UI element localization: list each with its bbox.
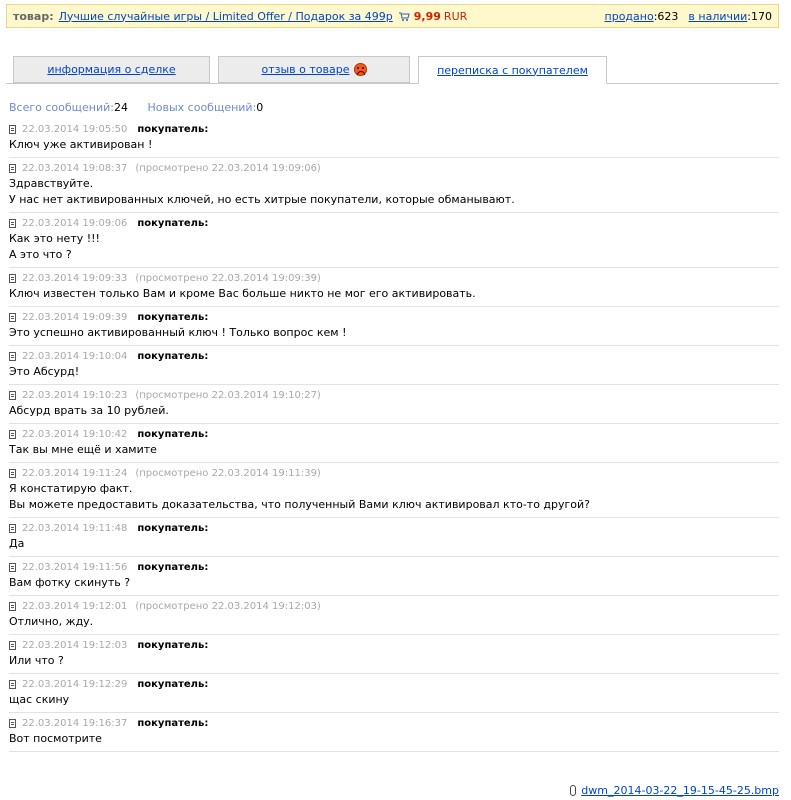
message-time: 22.03.2014 19:05:50: [22, 124, 128, 135]
message-text-line: А это что ?: [9, 248, 72, 261]
message-item: [9, 596, 779, 635]
document-icon: [9, 125, 16, 134]
message-seen-status: (просмотрено 22.03.2014 19:12:03): [135, 601, 321, 612]
message-meta: [9, 272, 779, 285]
total-messages-value: 24: [113, 101, 128, 114]
document-icon: [9, 602, 16, 611]
message-item: [9, 158, 779, 213]
message-item: [9, 424, 779, 463]
message-text-line: Или что ?: [9, 654, 64, 667]
message-text-line: Ключ известен только Вам и кроме Вас больше никто не мог его активировать.: [9, 287, 476, 300]
new-messages-value: 0: [256, 101, 264, 114]
tab-bar: [6, 54, 779, 84]
message-time: 22.03.2014 19:09:33: [22, 273, 128, 284]
message-meta: [9, 428, 779, 441]
tab-buyer-correspondence-label[interactable]: переписка с покупателем: [437, 63, 588, 77]
message-item: [9, 463, 779, 518]
message-time: 22.03.2014 19:09:39: [22, 312, 128, 323]
document-icon: [9, 219, 16, 228]
document-icon: [9, 274, 16, 283]
message-seen-status: (просмотрено 22.03.2014 19:09:06): [135, 163, 321, 174]
message-text-line: Так вы мне ещё и хамите: [9, 443, 157, 456]
message-text-line: Абсурд врать за 10 рублей.: [9, 404, 169, 417]
message-text-line: Это Абсурд!: [9, 365, 80, 378]
tab-deal-info-label[interactable]: информация о сделке: [47, 63, 176, 76]
attachment: [570, 784, 779, 797]
message-time: 22.03.2014 19:12:01: [22, 601, 128, 612]
message-meta: [9, 717, 779, 730]
sad-face-icon: [354, 63, 367, 76]
stock-value: :170: [747, 9, 772, 23]
tab-deal-info[interactable]: [13, 56, 210, 83]
document-icon: [9, 352, 16, 361]
message-time: 22.03.2014 19:11:48: [22, 523, 128, 534]
message-item: [9, 346, 779, 385]
message-time: 22.03.2014 19:12:03: [22, 640, 128, 651]
document-icon: [9, 313, 16, 322]
message-item: [9, 557, 779, 596]
cart-icon[interactable]: [399, 12, 410, 21]
sold-stat: [605, 10, 679, 23]
document-icon: [9, 164, 16, 173]
message-time: 22.03.2014 19:10:23: [22, 390, 128, 401]
document-icon: [9, 719, 16, 728]
message-text-line: Вот посмотрите: [9, 732, 102, 745]
message-meta: [9, 600, 779, 613]
message-time: 22.03.2014 19:10:42: [22, 429, 128, 440]
message-meta: [9, 162, 779, 175]
sold-link[interactable]: продано: [604, 9, 654, 23]
total-messages-label: Всего сообщений:: [9, 101, 114, 114]
attachment-link[interactable]: dwm_2014-03-22_19-15-45-25.bmp: [581, 784, 779, 797]
message-text-line: Здравствуйте.: [9, 177, 94, 190]
message-text-line: У нас нет активированных ключей, но есть хитрые покупатели, которые обманывают.: [9, 193, 515, 206]
tab-baseline: [6, 83, 779, 84]
message-author: покупатель:: [137, 312, 209, 323]
message-author: покупатель:: [137, 429, 209, 440]
message-meta: [9, 123, 779, 136]
message-meta: [9, 561, 779, 574]
message-text-line: Отлично, жду.: [9, 615, 94, 628]
message-list: [9, 119, 779, 752]
message-text-line: Да: [9, 537, 25, 550]
message-meta: [9, 217, 779, 230]
message-text-line: щас скину: [9, 693, 70, 706]
message-text-line: Ключ уже активирован !: [9, 138, 153, 151]
message-seen-status: (просмотрено 22.03.2014 19:10:27): [135, 390, 321, 401]
paperclip-icon: [570, 785, 576, 796]
product-bar: [6, 4, 779, 28]
stock-stat: [688, 10, 772, 23]
message-text-line: Вам фотку скинуть ?: [9, 576, 131, 589]
message-text-line: Как это нету !!!: [9, 232, 100, 245]
new-messages-label: Новых сообщений:: [147, 101, 257, 114]
message-time: 22.03.2014 19:16:37: [22, 718, 128, 729]
message-seen-status: (просмотрено 22.03.2014 19:09:39): [135, 273, 321, 284]
message-item: [9, 213, 779, 268]
message-meta: [9, 522, 779, 535]
message-meta: [9, 350, 779, 363]
message-text-line: Вы можете предоставить доказательства, что полученный Вами ключ активировал кто-то другой?: [9, 498, 591, 511]
message-author: покупатель:: [137, 640, 209, 651]
message-stats: [9, 101, 279, 114]
message-item: [9, 713, 779, 752]
message-author: покупатель:: [137, 718, 209, 729]
message-item: [9, 268, 779, 307]
tab-buyer-correspondence[interactable]: [418, 56, 607, 84]
product-price: 9,99: [413, 9, 441, 23]
document-icon: [9, 641, 16, 650]
message-item: [9, 119, 779, 158]
product-title-link[interactable]: Лучшие случайные игры / Limited Offer / Подарок за 499р: [58, 9, 393, 23]
message-time: 22.03.2014 19:09:06: [22, 218, 128, 229]
document-icon: [9, 680, 16, 689]
product-currency: RUR: [443, 9, 468, 23]
message-item: [9, 518, 779, 557]
message-time: 22.03.2014 19:10:04: [22, 351, 128, 362]
message-item: [9, 385, 779, 424]
message-meta: [9, 639, 779, 652]
tab-product-review[interactable]: [218, 56, 410, 83]
message-item: [9, 307, 779, 346]
document-icon: [9, 524, 16, 533]
message-seen-status: (просмотрено 22.03.2014 19:11:39): [135, 468, 321, 479]
sold-value: :623: [653, 9, 679, 23]
message-text-line: Я констатирую факт.: [9, 482, 133, 495]
document-icon: [9, 391, 16, 400]
message-time: 22.03.2014 19:11:56: [22, 562, 128, 573]
message-time: 22.03.2014 19:11:24: [22, 468, 128, 479]
message-item: [9, 674, 779, 713]
message-item: [9, 635, 779, 674]
document-icon: [9, 469, 16, 478]
message-author: покупатель:: [137, 351, 209, 362]
message-time: 22.03.2014 19:08:37: [22, 163, 128, 174]
message-author: покупатель:: [137, 124, 209, 135]
tab-product-review-label[interactable]: отзыв о товаре: [261, 63, 350, 76]
product-label: товар:: [13, 9, 54, 23]
message-meta: [9, 389, 779, 402]
document-icon: [9, 563, 16, 572]
stock-link[interactable]: в наличии: [688, 9, 748, 23]
message-author: покупатель:: [137, 218, 209, 229]
message-meta: [9, 311, 779, 324]
message-author: покупатель:: [137, 523, 209, 534]
message-time: 22.03.2014 19:12:29: [22, 679, 128, 690]
message-text-line: Это успешно активированный ключ ! Только вопрос кем !: [9, 326, 347, 339]
message-meta: [9, 678, 779, 691]
message-author: покупатель:: [137, 679, 209, 690]
message-meta: [9, 467, 779, 480]
message-author: покупатель:: [137, 562, 209, 573]
document-icon: [9, 430, 16, 439]
